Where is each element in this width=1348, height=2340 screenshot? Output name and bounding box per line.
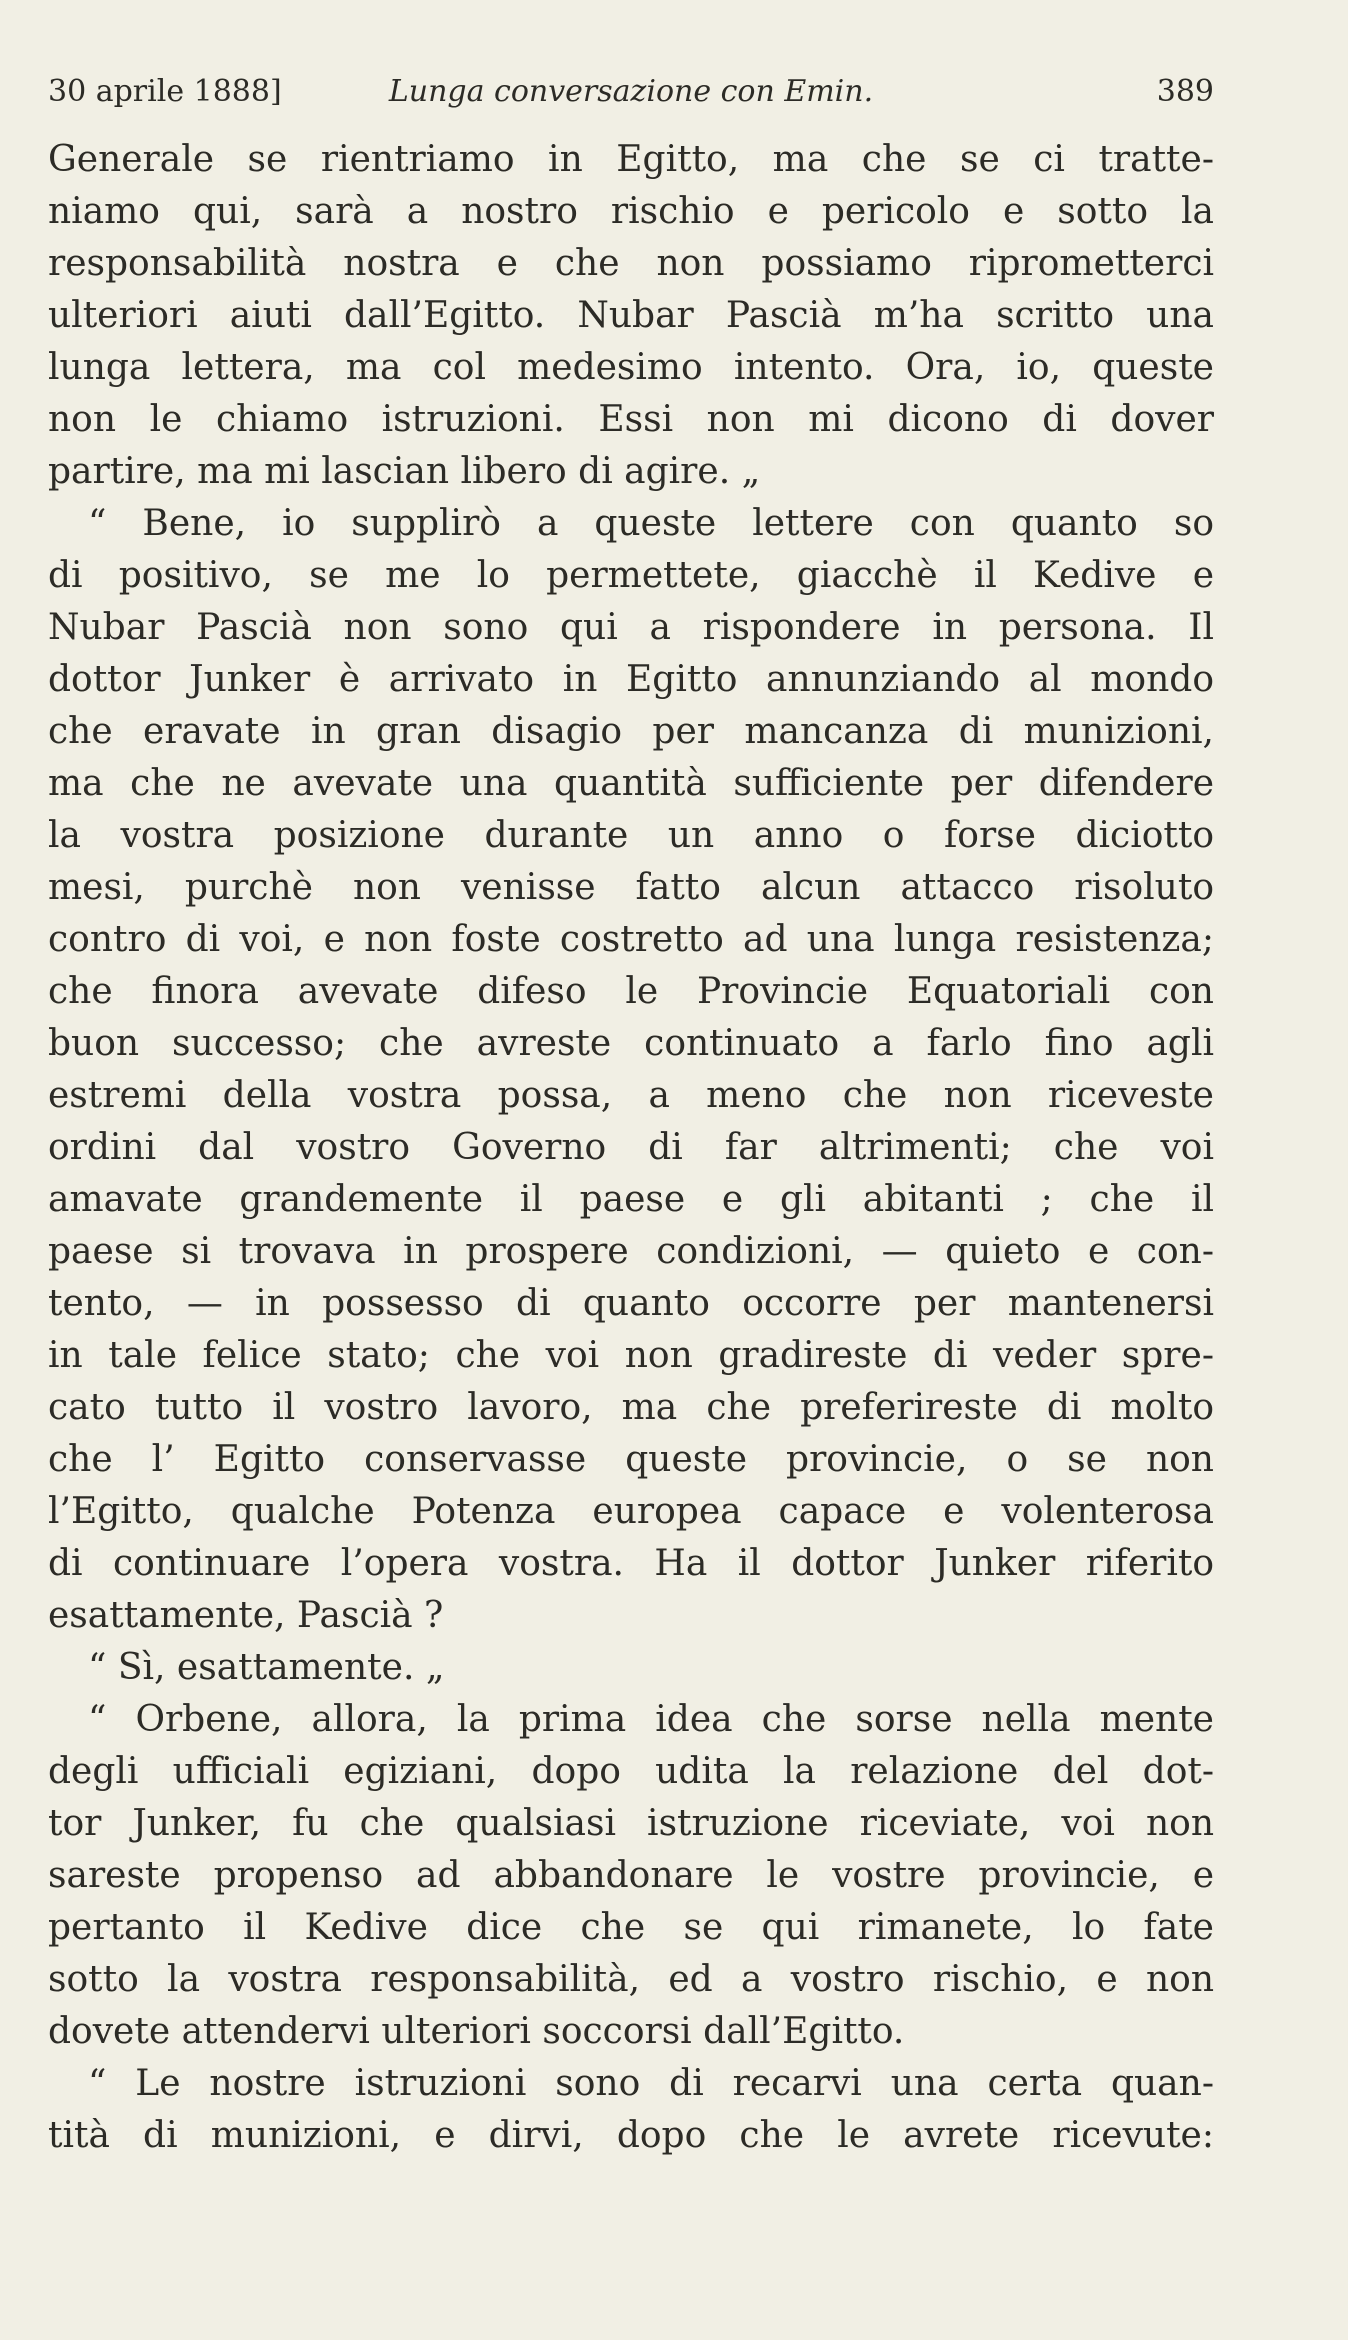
text-line: “ Orbene, allora, la prima idea che sorse nella mente xyxy=(88,1699,1214,1740)
text-line: tor Junker, fu che qualsiasi istruzione riceviate, voi non xyxy=(48,1803,1214,1844)
text-line: pertanto il Kedive dice che se qui rimanete, lo fate xyxy=(48,1907,1214,1948)
text-line: amavate grandemente il paese e gli abitanti ; che il xyxy=(48,1179,1214,1220)
text-line: mesi, purchè non venisse fatto alcun attacco risoluto xyxy=(48,867,1214,908)
text-line: lunga lettera, ma col medesimo intento. Ora, io, queste xyxy=(48,347,1214,388)
text-line: “ Bene, io supplirò a queste lettere con quanto so xyxy=(88,503,1214,544)
text-line: dottor Junker è arrivato in Egitto annunziando al mondo xyxy=(48,659,1214,700)
text-line: partire, ma mi lascian libero di agire. „ xyxy=(48,451,761,492)
text-line: ma che ne avevate una quantità sufficiente per difendere xyxy=(48,763,1214,804)
text-line: contro di voi, e non foste costretto ad una lunga resistenza; xyxy=(48,919,1214,960)
text-line: cato tutto il vostro lavoro, ma che preferireste di molto xyxy=(48,1387,1214,1428)
text-line: non le chiamo istruzioni. Essi non mi dicono di dover xyxy=(48,399,1214,440)
text-line: Nubar Pascià non sono qui a rispondere in persona. Il xyxy=(48,607,1214,648)
text-line: Generale se rientriamo in Egitto, ma che se ci tratte- xyxy=(48,139,1214,180)
running-head xyxy=(48,72,1214,112)
text-line: ulteriori aiuti dall’Egitto. Nubar Pascià m’ha scritto una xyxy=(48,295,1214,336)
text-line: “ Le nostre istruzioni sono di recarvi una certa quan- xyxy=(88,2063,1214,2104)
text-line: di positivo, se me lo permettete, giacchè il Kedive e xyxy=(48,555,1214,596)
text-line: tento, — in possesso di quanto occorre per mantenersi xyxy=(48,1283,1214,1324)
text-line: tità di munizioni, e dirvi, dopo che le avrete ricevute: xyxy=(48,2115,1214,2156)
text-line: “ Sì, esattamente. „ xyxy=(88,1647,445,1688)
text-line: estremi della vostra possa, a meno che non riceveste xyxy=(48,1075,1214,1116)
text-line: degli ufficiali egiziani, dopo udita la relazione del dot- xyxy=(48,1751,1214,1792)
page-number: 389 xyxy=(1156,74,1214,109)
text-line: che l’ Egitto conservasse queste provincie, o se non xyxy=(48,1439,1214,1480)
text-line: sareste propenso ad abbandonare le vostre provincie, e xyxy=(48,1855,1214,1896)
text-line: paese si trovava in prospere condizioni, — quieto e con- xyxy=(48,1231,1214,1272)
header-date: 30 aprile 1888] xyxy=(48,74,282,109)
text-line: niamo qui, sarà a nostro rischio e pericolo e sotto la xyxy=(48,191,1214,232)
text-line: dovete attendervi ulteriori soccorsi dall’Egitto. xyxy=(48,2011,905,2052)
text-line: responsabilità nostra e che non possiamo riprometterci xyxy=(48,243,1214,284)
text-line: che finora avevate difeso le Provincie Equatoriali con xyxy=(48,971,1214,1012)
text-line: l’Egitto, qualche Potenza europea capace e volenterosa xyxy=(48,1491,1214,1532)
text-line: la vostra posizione durante un anno o forse diciotto xyxy=(48,815,1214,856)
text-line: ordini dal vostro Governo di far altrimenti; che voi xyxy=(48,1127,1214,1168)
text-line: buon successo; che avreste continuato a farlo fino agli xyxy=(48,1023,1214,1064)
text-line: sotto la vostra responsabilità, ed a vostro rischio, e non xyxy=(48,1959,1214,2000)
text-line: in tale felice stato; che voi non gradireste di veder spre- xyxy=(48,1335,1214,1376)
text-line: esattamente, Pascià ? xyxy=(48,1595,444,1636)
header-title: Lunga conversazione con Emin. xyxy=(388,74,874,109)
text-line: di continuare l’opera vostra. Ha il dottor Junker riferito xyxy=(48,1543,1214,1584)
text-line: che eravate in gran disagio per mancanza di munizioni, xyxy=(48,711,1214,752)
body-text xyxy=(48,134,1214,2162)
